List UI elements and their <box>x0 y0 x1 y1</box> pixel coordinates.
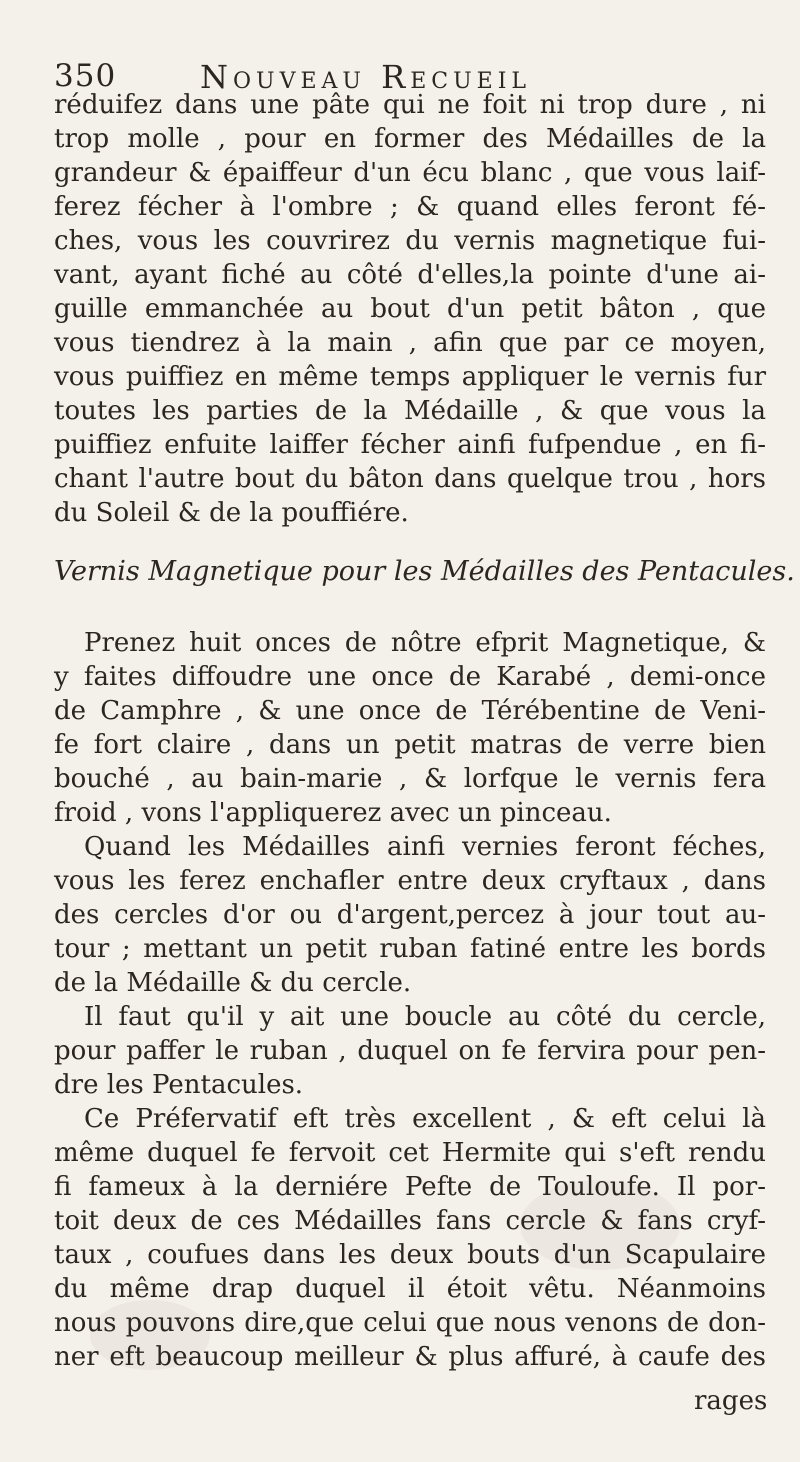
text-line: fi fameux à la derniére Pefte de Touloufe. Il por- <box>54 1172 766 1202</box>
catchword: rages <box>694 1386 768 1416</box>
text-line: vous tiendrez à la main , afin que par ce moyen, <box>54 328 766 358</box>
text-line: pour paffer le ruban , duquel on fe fervira pour pen- <box>54 1036 766 1066</box>
text-line: ferez fécher à l'ombre ; & quand elles feront fé- <box>54 192 766 222</box>
text-line: toit deux de ces Médailles fans cercle & fans cryf- <box>54 1206 766 1236</box>
text-line: chant l'autre bout du bâton dans quelque trou , hors <box>54 464 766 494</box>
text-line: des cercles d'or ou d'argent,percez à jour tout au- <box>54 900 766 930</box>
text-line: vant, ayant fiché au côté d'elles,la pointe d'une ai- <box>54 260 766 290</box>
text-line: fe fort claire , dans un petit matras de verre bien <box>54 730 766 760</box>
page-number: 350 <box>54 58 117 94</box>
text-line: vous les ferez enchafler entre deux cryftaux , dans <box>54 866 766 896</box>
text-line: ner eft beaucoup meilleur & plus affuré, à caufe des <box>54 1342 766 1372</box>
text-line: trop molle , pour en former des Médailles de la <box>54 124 766 154</box>
text-line: nous pouvons dire,que celui que nous venons de don- <box>54 1308 766 1338</box>
text-line: ches, vous les couvrirez du vernis magnetique fui- <box>54 226 766 256</box>
text-line: puiffiez enfuite laiffer fécher ainfi fufpendue , en fi- <box>54 430 766 460</box>
text-line: Quand les Médailles ainfi vernies feront féches, <box>84 832 766 862</box>
text-line: toutes les parties de la Médaille , & que vous la <box>54 396 766 426</box>
text-line: réduifez dans une pâte qui ne foit ni trop dure , ni <box>54 90 766 120</box>
section-heading: Vernis Magnetique pour les Médailles des Pentacules. <box>54 556 795 587</box>
text-line: taux , coufues dans les deux bouts d'un Scapulaire <box>54 1240 766 1270</box>
text-line: du même drap duquel il étoit vêtu. Néanmoins <box>54 1274 766 1304</box>
text-line: Prenez huit onces de nôtre efprit Magnetique, & <box>84 628 766 658</box>
text-line: du Soleil & de la pouffiére. <box>54 498 409 528</box>
text-line: froid , vons l'appliquerez avec un pinceau. <box>54 798 612 828</box>
text-line: de la Médaille & du cercle. <box>54 968 412 998</box>
text-line: tour ; mettant un petit ruban fatiné entre les bords <box>54 934 766 964</box>
text-line: Il faut qu'il y ait une boucle au côté du cercle, <box>84 1002 766 1032</box>
text-line: Ce Préfervatif eft très excellent , & eft celui là <box>84 1104 766 1134</box>
text-line: grandeur & épaiffeur d'un écu blanc , que vous laif- <box>54 158 766 188</box>
text-line: vous puiffiez en même temps appliquer le vernis fur <box>54 362 766 392</box>
text-line: de Camphre , & une once de Térébentine de Veni- <box>54 696 766 726</box>
text-line: bouché , au bain-marie , & lorfque le vernis fera <box>54 764 766 794</box>
text-line: dre les Pentacules. <box>54 1070 304 1100</box>
text-line: y faites diffoudre une once de Karabé , demi-once <box>54 662 766 692</box>
text-line: même duquel fe fervoit cet Hermite qui s'eft rendu <box>54 1138 766 1168</box>
text-line: guille emmanchée au bout d'un petit bâton , que <box>54 294 766 324</box>
running-title: Nouveau Recueil <box>200 58 532 96</box>
